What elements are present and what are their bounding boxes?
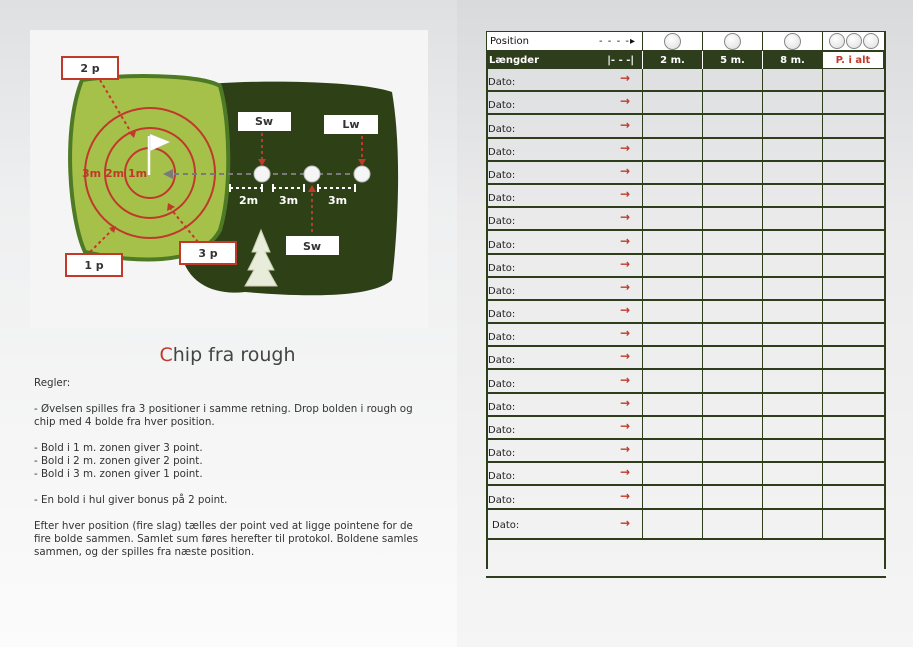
date-label: Dato: [488,216,516,228]
notes-area[interactable] [486,540,886,578]
score-cell[interactable] [762,324,822,345]
score-cell[interactable] [702,162,762,183]
score-cell[interactable] [702,278,762,299]
date-label: Dato: [488,262,516,274]
rules-gap [34,390,419,403]
score-row [486,139,886,162]
score-cell[interactable] [762,394,822,415]
rules-gap [34,429,419,442]
golf-ball-icon [664,33,681,50]
score-cell[interactable] [702,115,762,136]
col-5m: 5 m. [702,51,762,69]
date-label-cell [486,278,642,299]
ball-3 [354,166,370,182]
score-cell[interactable] [642,69,702,90]
date-label-cell [486,324,642,345]
lengths-label: Længder [489,54,539,66]
date-label: Dato: [488,239,516,251]
red-arrow-icon: → [619,256,630,271]
ball-col-1 [643,32,702,50]
score-cell[interactable] [702,347,762,368]
score-cell[interactable] [702,139,762,160]
score-row [486,185,886,208]
red-arrow-icon: → [619,140,630,155]
score-cell[interactable] [762,115,822,136]
score-row [486,301,886,324]
score-table [486,31,886,571]
rules-text [34,377,419,559]
score-cell[interactable] [642,92,702,113]
score-cell[interactable] [642,347,702,368]
score-cell[interactable] [642,440,702,461]
green-diagram-svg [30,30,428,328]
score-cell[interactable] [822,440,884,461]
score-cell[interactable] [642,394,702,415]
score-cell[interactable] [642,370,702,391]
date-label: Dato: [488,100,516,112]
score-cell[interactable] [822,324,884,345]
label-sw-top: Sw [254,115,274,128]
red-arrow-icon: → [619,419,630,433]
rules-line: - En bold i hul giver bonus på 2 point. [34,494,228,506]
score-cell[interactable] [762,347,822,368]
score-cell[interactable] [642,510,702,538]
score-cell[interactable] [642,278,702,299]
score-cell[interactable] [822,69,884,90]
position-label: Position [490,35,529,47]
label-sw-bottom: Sw [302,240,322,253]
dist1-label: 2m [239,194,259,207]
red-arrow-icon: → [619,349,630,364]
distance-marker-icon: |- - -| [607,54,634,66]
date-label-cell [486,486,642,507]
date-label: Dato: [488,401,516,413]
red-arrow-icon: → [619,303,630,318]
score-row [486,324,886,347]
score-cell[interactable] [822,370,884,391]
score-cell[interactable] [702,440,762,461]
score-cell[interactable] [762,139,822,160]
golf-ball-icon [724,33,741,50]
rules-line: - Bold i 3 m. zonen giver 1 point. [34,468,203,480]
date-label: Dato: [488,193,516,205]
date-label-cell [486,92,642,113]
red-arrow-icon: → [619,442,630,457]
col-total: P. i alt [823,52,883,68]
golf-ball-icon [846,33,862,49]
date-label-cell [486,394,642,415]
date-label-cell [486,231,642,252]
red-arrow-icon: → [619,395,630,410]
score-cell[interactable] [702,301,762,322]
score-cell[interactable] [822,115,884,136]
score-row [486,463,886,486]
score-cell[interactable] [762,231,822,252]
score-cell[interactable] [822,301,884,322]
red-arrow-icon: → [619,187,630,202]
score-cell[interactable] [822,255,884,276]
red-arrow-icon: → [619,210,630,225]
golf-ball-icon [863,33,879,49]
score-cell[interactable] [762,185,822,206]
date-label-cell [486,115,642,136]
date-label: Dato: [488,425,516,436]
red-arrow-icon: → [619,94,630,109]
ball-2 [304,166,320,182]
score-cell[interactable] [702,185,762,206]
score-cell[interactable] [702,510,762,538]
score-row [486,417,886,440]
header-position-row [486,31,886,51]
date-label: Dato: [488,285,516,297]
date-label: Dato: [488,169,516,181]
score-cell[interactable] [822,162,884,183]
red-arrow-icon: → [619,372,630,387]
date-label: Dato: [488,378,516,390]
score-cell[interactable] [702,255,762,276]
date-label-cell [486,185,642,206]
date-label: Dato: [488,332,516,344]
rules-gap [34,481,419,494]
score-cell[interactable] [702,394,762,415]
label-1p: 1 p [84,259,104,272]
score-cell[interactable] [762,255,822,276]
score-cell[interactable] [642,463,702,484]
score-cell[interactable] [762,440,822,461]
score-cell[interactable] [822,417,884,438]
ball-1 [254,166,270,182]
date-label-cell [486,301,642,322]
date-label-cell [486,347,642,368]
score-cell[interactable] [822,463,884,484]
score-cell[interactable] [702,417,762,438]
date-label: Dato: [488,77,516,89]
score-cell[interactable] [642,139,702,160]
golf-ball-icon [829,33,845,49]
score-cell[interactable] [822,92,884,113]
red-arrow-icon: → [619,515,630,530]
date-label-cell [486,463,642,484]
score-cell[interactable] [642,162,702,183]
score-cell[interactable] [762,208,822,229]
rules-line: Efter hver position (fire slag) tælles der point ved at ligge pointene for de fire bolde sammen. Samlet sum føres herefter til protokol. Boldene samles sammen, og der spilles fra næste position. [34,520,419,558]
score-rows [486,69,886,540]
score-cell[interactable] [702,370,762,391]
score-cell[interactable] [822,394,884,415]
ball-col-total [823,32,884,50]
label-3p: 3 p [198,247,218,260]
score-cell[interactable] [642,208,702,229]
score-cell[interactable] [762,92,822,113]
score-cell[interactable] [642,231,702,252]
score-row [486,510,886,540]
date-label: Dato: [488,494,516,506]
score-cell[interactable] [642,417,702,438]
date-label-cell [486,255,642,276]
rules-line: - Øvelsen spilles fra 3 positioner i samme retning. Drop bolden i rough og chip med 4 bolde fra hver position. [34,403,413,428]
label-2p: 2 p [80,62,100,75]
golf-ball-icon [784,33,801,50]
score-row [486,115,886,138]
ring2-label: 2m [105,167,125,180]
score-row [486,255,886,278]
red-arrow-icon: → [619,163,630,178]
score-cell[interactable] [702,69,762,90]
date-label-cell [486,440,642,461]
date-label-cell [486,139,642,160]
chip-diagram [30,30,428,328]
score-row [486,486,886,509]
dist3-label: 3m [328,194,348,207]
ring3-label: 3m [82,167,102,180]
rules-gap [34,507,419,520]
score-cell[interactable] [702,231,762,252]
rules-line: Regler: [34,377,71,389]
date-label: Dato: [488,146,516,158]
score-cell[interactable] [642,301,702,322]
rules-line: - Bold i 1 m. zonen giver 3 point. [34,442,203,454]
date-label: Dato: [488,448,516,460]
score-row [486,347,886,370]
page-title: Chip fra rough [159,344,296,366]
dist2-label: 3m [279,194,299,207]
score-cell[interactable] [642,486,702,507]
score-cell[interactable] [702,463,762,484]
red-arrow-icon: → [619,71,630,86]
date-label-cell [486,417,642,438]
score-cell[interactable] [762,463,822,484]
rules-line: - Bold i 2 m. zonen giver 2 point. [34,455,203,467]
date-label: Dato: [488,123,516,135]
score-row [486,208,886,231]
ball-col-2 [703,32,762,50]
red-arrow-icon: → [619,465,630,480]
date-label-cell [486,69,642,90]
left-panel [0,0,455,647]
score-cell[interactable] [762,510,822,538]
date-label: Dato: [492,519,520,531]
score-cell[interactable] [822,278,884,299]
col-8m: 8 m. [762,51,822,69]
score-cell[interactable] [762,370,822,391]
score-row [486,162,886,185]
date-label-cell [486,208,642,229]
lengths-cell [486,51,642,69]
score-cell[interactable] [822,139,884,160]
col-2m: 2 m. [642,51,702,69]
score-cell[interactable] [702,92,762,113]
score-row [486,231,886,254]
position-cell [487,32,642,50]
ball-col-3 [763,32,822,50]
ring1-label: 1m [128,167,148,180]
score-cell[interactable] [702,208,762,229]
score-row [486,394,886,417]
score-cell[interactable] [822,208,884,229]
score-row [486,440,886,463]
date-label-cell [486,370,642,391]
red-arrow-icon: → [619,326,630,341]
header-lengths-row [486,51,886,69]
score-cell[interactable] [762,486,822,507]
score-row [486,69,886,92]
score-cell[interactable] [702,324,762,345]
score-cell[interactable] [762,69,822,90]
score-cell[interactable] [642,324,702,345]
score-cell[interactable] [762,278,822,299]
score-cell[interactable] [822,185,884,206]
score-cell[interactable] [822,347,884,368]
red-arrow-icon: → [619,233,630,248]
score-cell[interactable] [762,162,822,183]
score-row [486,92,886,115]
score-cell[interactable] [822,510,884,538]
red-arrow-icon: → [619,117,630,132]
date-label: Dato: [488,471,516,483]
score-cell[interactable] [642,185,702,206]
score-cell[interactable] [762,417,822,438]
date-label-cell [486,162,642,183]
score-cell[interactable] [822,486,884,507]
score-cell[interactable] [822,231,884,252]
score-cell[interactable] [642,255,702,276]
score-row [486,278,886,301]
score-cell[interactable] [702,486,762,507]
date-label-cell [486,510,642,538]
dashed-arrow-icon: - - - -▸ [599,35,636,47]
score-cell[interactable] [642,115,702,136]
score-cell[interactable] [762,301,822,322]
score-row [486,370,886,393]
red-arrow-icon: → [619,488,630,503]
date-label: Dato: [488,355,516,367]
date-label: Dato: [488,309,516,321]
red-arrow-icon: → [619,279,630,294]
label-lw: Lw [342,118,360,131]
